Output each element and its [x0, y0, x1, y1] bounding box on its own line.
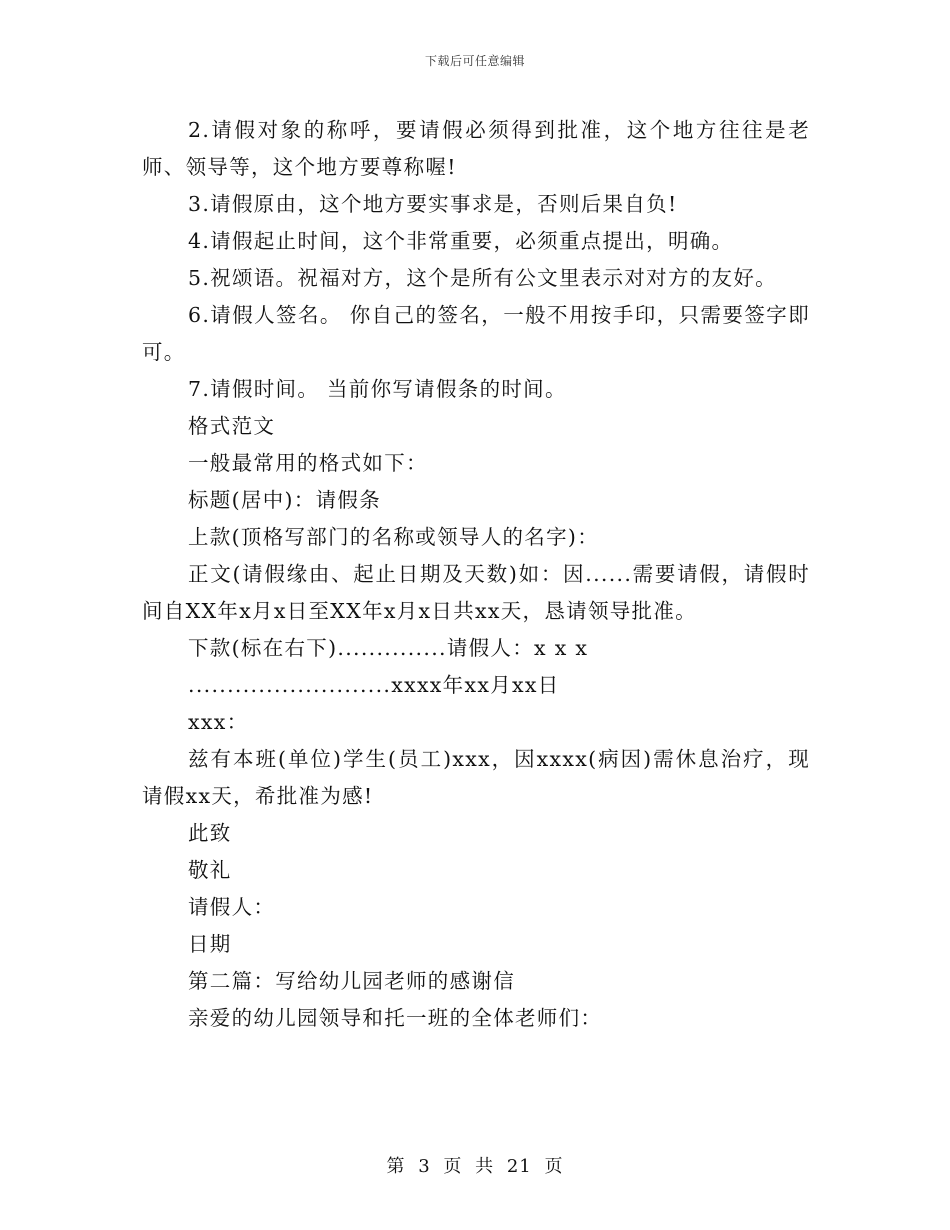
paragraph: 请假人： [188, 895, 276, 919]
section-heading: 第二篇：写给幼儿园老师的感谢信 [188, 969, 515, 993]
paragraph: 正文(请假缘由、起止日期及天数)如：因......需要请假，请假时间自XX年x月x日至XX年x月x日共xx天，恳请领导批准。 [142, 562, 810, 623]
page-number-footer: 第 3 页 共 21 页 [386, 1156, 564, 1177]
paragraph: 上款(顶格写部门的名称或领导人的名字)： [188, 525, 599, 549]
paragraph: 3.请假原由，这个地方要实事求是，否则后果自负! [188, 192, 678, 216]
paragraph: xxx： [188, 710, 249, 734]
document-body [142, 112, 810, 1037]
paragraph: 2.请假对象的称呼，要请假必须得到批准，这个地方往往是老师、领导等，这个地方要尊称喔! [142, 118, 810, 179]
paragraph: 标题(居中)：请假条 [188, 488, 381, 512]
paragraph: 亲爱的幼儿园领导和托一班的全体老师们： [188, 1006, 603, 1030]
paragraph: ..........................xxxx年xx月xx日 [188, 673, 560, 697]
paragraph: 4.请假起止时间，这个非常重要，必须重点提出，明确。 [188, 229, 734, 253]
paragraph: 一般最常用的格式如下： [188, 451, 428, 475]
paragraph: 6.请假人签名。 你自己的签名，一般不用按手印，只需要签字即可。 [142, 303, 810, 364]
page-header: 下载后可任意编辑 [424, 54, 525, 68]
paragraph: 日期 [188, 932, 232, 956]
paragraph: 敬礼 [188, 858, 232, 882]
paragraph: 7.请假时间。 当前你写请假条的时间。 [188, 377, 567, 401]
section-heading: 格式范文 [188, 414, 276, 438]
paragraph: 下款(标在右下)..............请假人：x x x [188, 636, 589, 660]
paragraph: 此致 [188, 821, 232, 845]
paragraph: 5.祝颂语。祝福对方，这个是所有公文里表示对对方的友好。 [188, 266, 777, 290]
paragraph: 兹有本班(单位)学生(员工)xxx，因xxxx(病因)需休息治疗，现请假xx天，希批准为感! [142, 747, 810, 808]
